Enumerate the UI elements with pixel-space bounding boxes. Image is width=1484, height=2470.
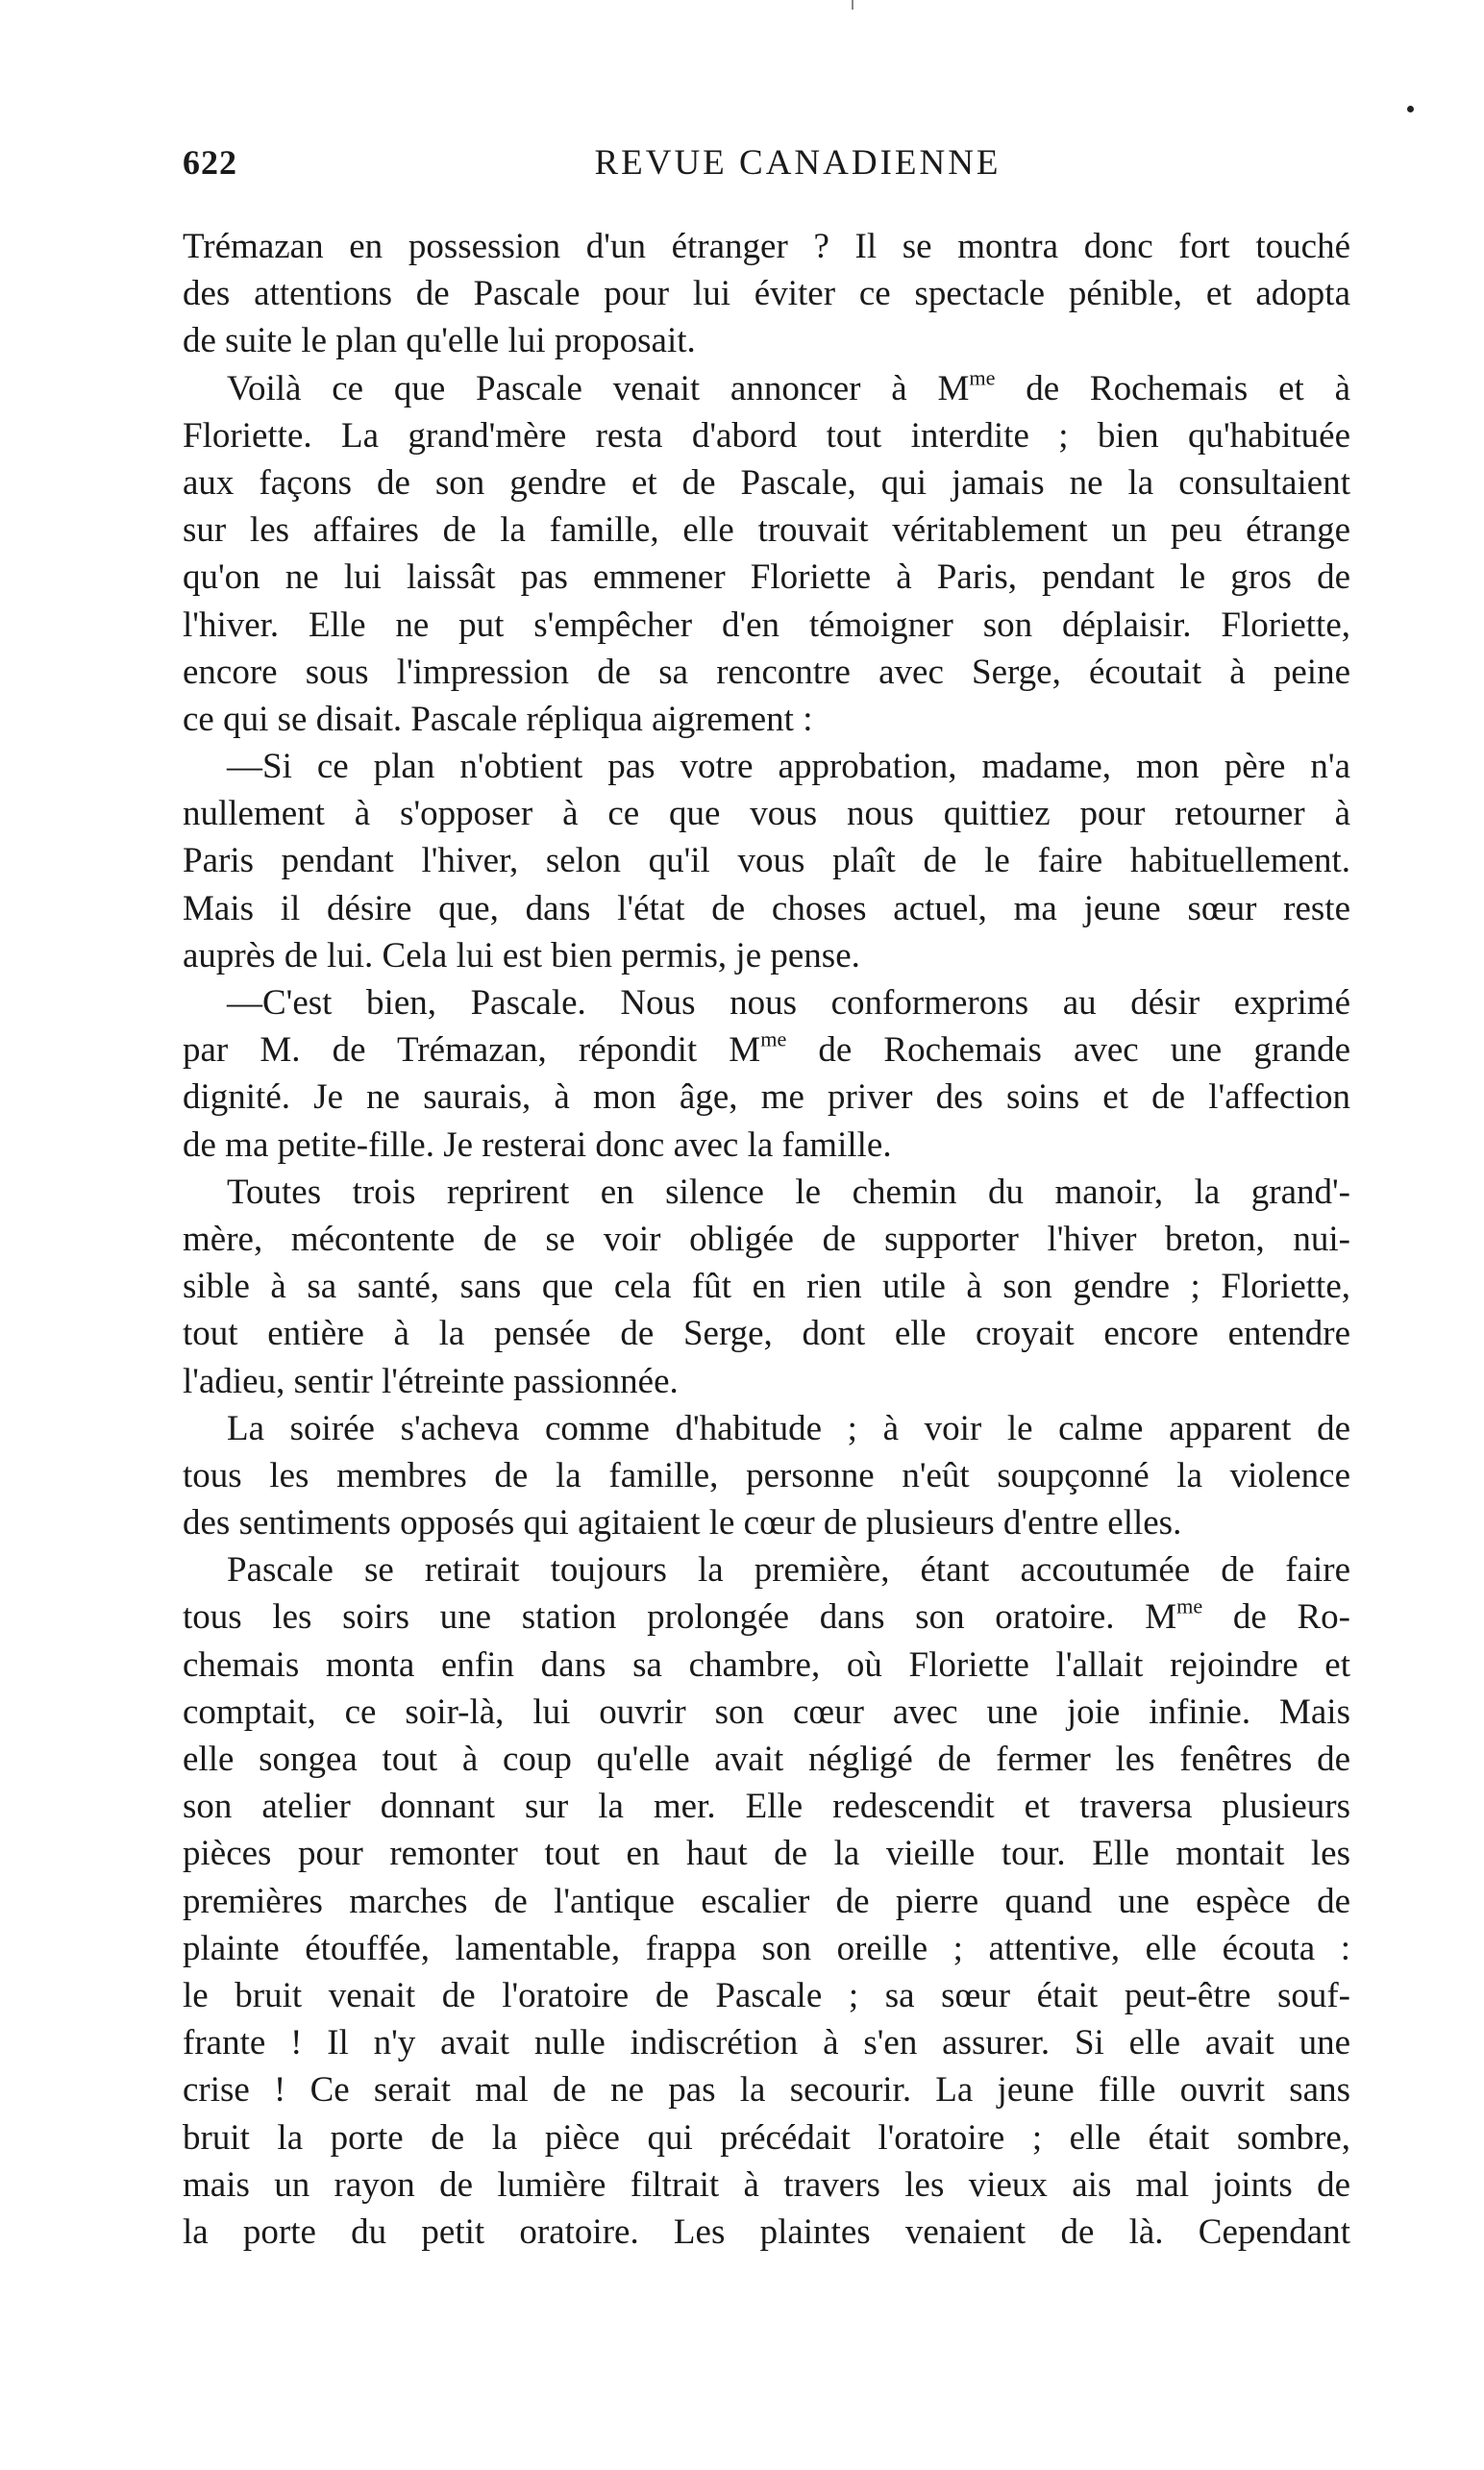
body-text (183, 223, 1350, 2256)
text-line: l'adieu, sentir l'étreinte passionnée. (183, 1361, 679, 1401)
text-line: de ma petite-fille. Je resterai donc avec la famille. (183, 1124, 892, 1165)
text-line: mère, mécontente de se voir obligée de supporter l'hiver breton, nui- (183, 1219, 1350, 1259)
text-line: nullement à s'opposer à ce que vous nous quittiez pour retourner à (183, 794, 1350, 834)
text-line: Mais il désire que, dans l'état de choses actuel, ma jeune sœur reste (183, 888, 1350, 928)
text-line: premières marches de l'antique escalier de pierre quand une espèce de (183, 1881, 1350, 1921)
text-line: Pascale se retirait toujours la première, étant accoutumée de faire (227, 1550, 1350, 1591)
text-line: Paris pendant l'hiver, selon qu'il vous plaît de le faire habituellement. (183, 841, 1350, 881)
text-line: tout entière à la pensée de Serge, dont elle croyait encore entendre (183, 1314, 1350, 1354)
text-line: la porte du petit oratoire. Les plaintes venaient de là. Cependant (183, 2211, 1350, 2252)
ink-speck (1407, 106, 1414, 112)
text-line: —Si ce plan n'obtient pas votre approbation, madame, mon père n'a (227, 747, 1350, 787)
text-line: plainte étouffée, lamentable, frappa son oreille ; attentive, elle écouta : (183, 1928, 1350, 1968)
text-line: de suite le plan qu'elle lui proposait. (183, 321, 696, 361)
text-line: Trémazan en possession d'un étranger ? Il se montra donc fort touché (183, 227, 1350, 266)
text-line: bruit la porte de la pièce qui précédait l'oratoire ; elle était sombre, (183, 2117, 1350, 2158)
text-line: crise ! Ce serait mal de ne pas la secourir. La jeune fille ouvrit sans (183, 2070, 1350, 2111)
text-line: chemais monta enfin dans sa chambre, où Floriette l'allait rejoindre et (183, 1644, 1350, 1685)
scan-mark (852, 0, 853, 10)
text-line: sible à sa santé, sans que cela fût en rien utile à son gendre ; Floriette, (183, 1267, 1350, 1307)
page-number: 622 (183, 143, 237, 182)
text-line: qu'on ne lui laissât pas emmener Floriette à Paris, pendant le gros de (183, 557, 1350, 598)
text-line: encore sous l'impression de sa rencontre avec Serge, écoutait à peine (183, 652, 1350, 692)
running-title: REVUE CANADIENNE (594, 143, 1002, 183)
text-line: Voilà ce que Pascale venait annoncer à $M^{me}$ de Rochemais et à (227, 365, 1350, 408)
text-line: aux façons de son gendre et de Pascale, qui jamais ne la consultaient (183, 462, 1350, 503)
text-line: son atelier donnant sur la mer. Elle redescendit et traversa plusieurs (183, 1787, 1350, 1827)
text-line: tous les soirs une station prolongée dans son oratoire. $M^{me}$ de Ro- (183, 1593, 1350, 1638)
text-line: frante ! Il n'y avait nulle indiscrétion à s'en assurer. Si elle avait une (183, 2023, 1350, 2063)
text-line: des sentiments opposés qui agitaient le cœur de plusieurs d'entre elles. (183, 1503, 1182, 1544)
text-line: Toutes trois reprirent en silence le chemin du manoir, la grand'- (227, 1172, 1350, 1212)
text-line: pièces pour remonter tout en haut de la vieille tour. Elle montait les (183, 1834, 1350, 1874)
text-line: elle songea tout à coup qu'elle avait négligé de fermer les fenêtres de (183, 1740, 1350, 1779)
page-header (183, 142, 1355, 200)
text-line: —C'est bien, Pascale. Nous nous conformerons au désir exprimé (227, 983, 1350, 1023)
text-line: tous les membres de la famille, personne n'eût soupçonné la violence (183, 1455, 1350, 1495)
text-line: sur les affaires de la famille, elle trouvait véritablement un peu étrange (183, 510, 1350, 551)
text-line: le bruit venait de l'oratoire de Pascale ; sa sœur était peut-être souf- (183, 1975, 1350, 2015)
text-line: dignité. Je ne saurais, à mon âge, me priver des soins et de l'affection (183, 1077, 1350, 1118)
text-line: des attentions de Pascale pour lui éviter ce spectacle pénible, et adopta (183, 274, 1350, 314)
text-line: Floriette. La grand'mère resta d'abord tout interdite ; bien qu'habituée (183, 415, 1350, 456)
text-line: ce qui se disait. Pascale répliqua aigrement : (183, 699, 813, 739)
text-line: l'hiver. Elle ne put s'empêcher d'en témoigner son déplaisir. Floriette, (183, 605, 1350, 645)
text-line: La soirée s'acheva comme d'habitude ; à voir le calme apparent de (227, 1408, 1350, 1448)
text-line: comptait, ce soir-là, lui ouvrir son cœur avec une joie infinie. Mais (183, 1692, 1350, 1732)
text-line: mais un rayon de lumière filtrait à travers les vieux ais mal joints de (183, 2164, 1350, 2205)
text-line: par M. de Trémazan, répondit $M^{me}$ de Rochemais avec une grande (183, 1026, 1350, 1071)
text-line: auprès de lui. Cela lui est bien permis, je pense. (183, 935, 860, 976)
